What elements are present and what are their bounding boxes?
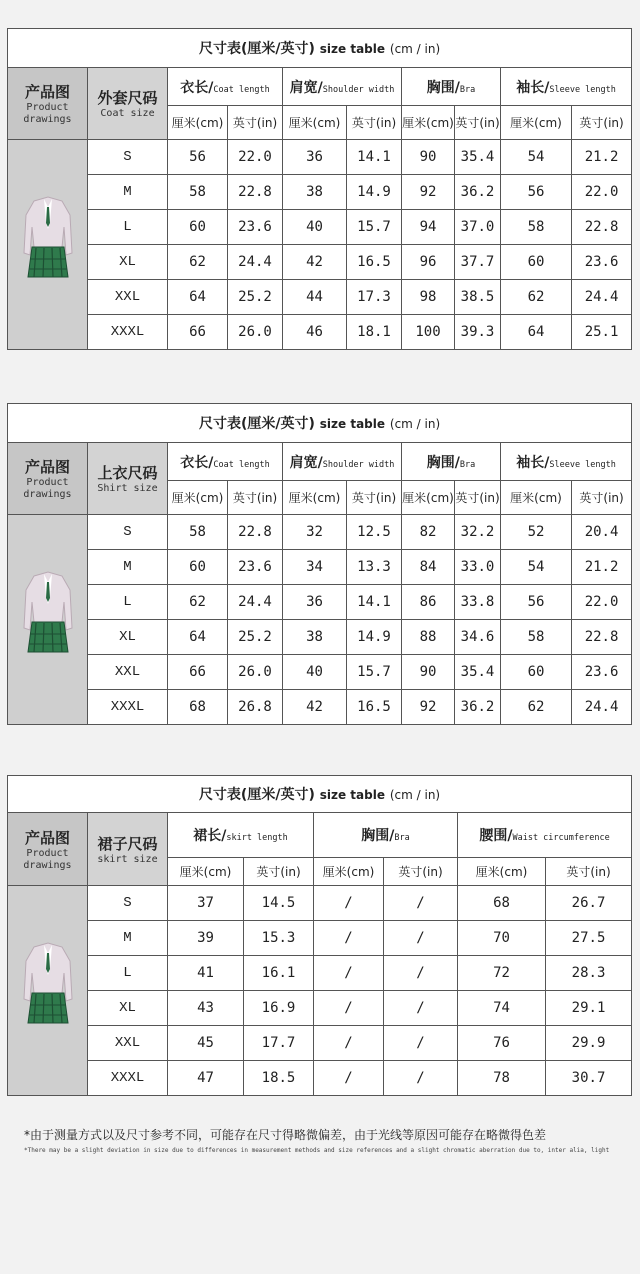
- product-drawings-header: 产品图 Product drawings: [8, 443, 88, 515]
- measure-header-sleeve: 袖长/Sleeve length: [501, 443, 632, 481]
- value-cell: 62: [501, 280, 572, 315]
- value-cell: /: [314, 921, 384, 956]
- product-image: [8, 140, 88, 350]
- value-cell: 36.2: [455, 175, 501, 210]
- value-cell: 13.3: [347, 550, 402, 585]
- value-cell: 90: [402, 140, 455, 175]
- value-cell: 38: [283, 175, 347, 210]
- value-cell: 68: [458, 886, 546, 921]
- value-cell: 33.8: [455, 585, 501, 620]
- value-cell: 56: [168, 140, 228, 175]
- value-cell: 14.1: [347, 140, 402, 175]
- value-cell: 64: [168, 620, 228, 655]
- value-cell: 45: [168, 1026, 244, 1061]
- value-cell: 14.9: [347, 620, 402, 655]
- table-row: [8, 210, 632, 245]
- size-cell: XL: [88, 620, 168, 655]
- value-cell: 14.1: [347, 585, 402, 620]
- disclaimer-en: *There may be a slight deviation in size due to differences in measurement methods and size references and a slight chromatic aberration due to, inter alia, light: [24, 1147, 610, 1154]
- value-cell: 25.2: [228, 280, 283, 315]
- measure-header-shoulder: 肩宽/Shoulder width: [283, 443, 402, 481]
- size-cell: S: [88, 140, 168, 175]
- unit-in: 英寸(in): [347, 481, 402, 515]
- value-cell: 28.3: [546, 956, 632, 991]
- value-cell: 96: [402, 245, 455, 280]
- measure-header-length: 衣长/Coat length: [168, 68, 283, 106]
- value-cell: 35.4: [455, 655, 501, 690]
- value-cell: 17.3: [347, 280, 402, 315]
- value-cell: 78: [458, 1061, 546, 1096]
- value-cell: /: [384, 1026, 458, 1061]
- value-cell: 16.5: [347, 690, 402, 725]
- value-cell: 18.5: [244, 1061, 314, 1096]
- value-cell: 20.4: [572, 515, 632, 550]
- value-cell: 46: [283, 315, 347, 350]
- value-cell: /: [384, 956, 458, 991]
- table-row: [8, 245, 632, 280]
- value-cell: 38: [283, 620, 347, 655]
- unit-in: 英寸(in): [384, 858, 458, 886]
- value-cell: 38.5: [455, 280, 501, 315]
- value-cell: 25.1: [572, 315, 632, 350]
- value-cell: 37.0: [455, 210, 501, 245]
- unit-cm: 厘米(cm): [458, 858, 546, 886]
- table-title: 尺寸表(厘米/英寸) size table (cm / in): [8, 776, 632, 813]
- value-cell: 16.1: [244, 956, 314, 991]
- value-cell: /: [384, 991, 458, 1026]
- unit-in: 英寸(in): [572, 481, 632, 515]
- size-cell: L: [88, 956, 168, 991]
- value-cell: 42: [283, 690, 347, 725]
- value-cell: 100: [402, 315, 455, 350]
- table-row: [8, 886, 632, 921]
- value-cell: 27.5: [546, 921, 632, 956]
- value-cell: 35.4: [455, 140, 501, 175]
- value-cell: 47: [168, 1061, 244, 1096]
- size-cell: S: [88, 886, 168, 921]
- value-cell: 33.0: [455, 550, 501, 585]
- value-cell: 32.2: [455, 515, 501, 550]
- value-cell: 68: [168, 690, 228, 725]
- measure-header-bust: 胸围/Bra: [402, 443, 501, 481]
- value-cell: 22.8: [228, 175, 283, 210]
- value-cell: 62: [168, 585, 228, 620]
- value-cell: 60: [501, 655, 572, 690]
- value-cell: 17.7: [244, 1026, 314, 1061]
- value-cell: 40: [283, 210, 347, 245]
- value-cell: /: [384, 886, 458, 921]
- size-table-skirt: [7, 775, 632, 1096]
- table-row: [8, 175, 632, 210]
- unit-in: 英寸(in): [244, 858, 314, 886]
- product-drawings-header: 产品图 Product drawings: [8, 68, 88, 140]
- value-cell: 23.6: [572, 245, 632, 280]
- value-cell: /: [314, 886, 384, 921]
- value-cell: 36: [283, 140, 347, 175]
- table-row: [8, 655, 632, 690]
- value-cell: 36.2: [455, 690, 501, 725]
- product-image: [8, 515, 88, 725]
- value-cell: 29.1: [546, 991, 632, 1026]
- product-image: [8, 886, 88, 1096]
- value-cell: 86: [402, 585, 455, 620]
- size-table-shirt: [7, 403, 632, 725]
- value-cell: 60: [501, 245, 572, 280]
- uniform-illustration: [18, 193, 78, 293]
- measure-header-bust: 胸围/Bra: [314, 813, 458, 858]
- measure-header-bust: 胸围/Bra: [402, 68, 501, 106]
- size-cell: L: [88, 210, 168, 245]
- value-cell: 32: [283, 515, 347, 550]
- disclaimer-cn: *由于测量方式以及尺寸参考不同，可能存在尺寸得略微偏差，由于光线等原因可能存在略微得色差: [24, 1128, 547, 1142]
- value-cell: 24.4: [228, 585, 283, 620]
- value-cell: 66: [168, 655, 228, 690]
- value-cell: 15.7: [347, 210, 402, 245]
- value-cell: 36: [283, 585, 347, 620]
- value-cell: 34: [283, 550, 347, 585]
- value-cell: 41: [168, 956, 244, 991]
- value-cell: 60: [168, 550, 228, 585]
- unit-in: 英寸(in): [228, 106, 283, 140]
- value-cell: 58: [501, 210, 572, 245]
- value-cell: 92: [402, 690, 455, 725]
- size-cell: XXL: [88, 1026, 168, 1061]
- value-cell: 24.4: [572, 690, 632, 725]
- value-cell: 94: [402, 210, 455, 245]
- value-cell: 56: [501, 585, 572, 620]
- value-cell: 92: [402, 175, 455, 210]
- value-cell: 58: [168, 515, 228, 550]
- product-drawings-header: 产品图 Product drawings: [8, 813, 88, 886]
- value-cell: 22.8: [572, 210, 632, 245]
- value-cell: 18.1: [347, 315, 402, 350]
- value-cell: 62: [168, 245, 228, 280]
- unit-cm: 厘米(cm): [501, 106, 572, 140]
- size-header: 裙子尺码 skirt size: [88, 813, 168, 886]
- table-row: [8, 550, 632, 585]
- value-cell: 39.3: [455, 315, 501, 350]
- size-cell: M: [88, 550, 168, 585]
- value-cell: 88: [402, 620, 455, 655]
- unit-cm: 厘米(cm): [402, 481, 455, 515]
- size-table-coat: [7, 28, 632, 350]
- value-cell: /: [314, 1026, 384, 1061]
- value-cell: 22.8: [572, 620, 632, 655]
- value-cell: 37.7: [455, 245, 501, 280]
- value-cell: /: [314, 1061, 384, 1096]
- unit-cm: 厘米(cm): [168, 106, 228, 140]
- value-cell: 60: [168, 210, 228, 245]
- table-row: [8, 280, 632, 315]
- value-cell: 15.7: [347, 655, 402, 690]
- value-cell: 42: [283, 245, 347, 280]
- value-cell: 21.2: [572, 140, 632, 175]
- size-cell: XXL: [88, 280, 168, 315]
- value-cell: /: [314, 956, 384, 991]
- value-cell: 76: [458, 1026, 546, 1061]
- value-cell: 40: [283, 655, 347, 690]
- value-cell: 24.4: [572, 280, 632, 315]
- value-cell: 26.7: [546, 886, 632, 921]
- value-cell: 15.3: [244, 921, 314, 956]
- unit-cm: 厘米(cm): [283, 106, 347, 140]
- value-cell: 90: [402, 655, 455, 690]
- table-row: [8, 140, 632, 175]
- size-cell: XXXL: [88, 315, 168, 350]
- value-cell: 72: [458, 956, 546, 991]
- unit-in: 英寸(in): [546, 858, 632, 886]
- table-row: [8, 956, 632, 991]
- table-row: [8, 690, 632, 725]
- measure-header-skirt-length: 裙长/skirt length: [168, 813, 314, 858]
- value-cell: 22.0: [572, 175, 632, 210]
- value-cell: 23.6: [228, 210, 283, 245]
- value-cell: 12.5: [347, 515, 402, 550]
- value-cell: 82: [402, 515, 455, 550]
- value-cell: 98: [402, 280, 455, 315]
- unit-cm: 厘米(cm): [402, 106, 455, 140]
- unit-in: 英寸(in): [455, 481, 501, 515]
- table-row: [8, 620, 632, 655]
- measure-header-length: 衣长/Coat length: [168, 443, 283, 481]
- size-cell: XL: [88, 991, 168, 1026]
- value-cell: 25.2: [228, 620, 283, 655]
- value-cell: 56: [501, 175, 572, 210]
- size-cell: M: [88, 175, 168, 210]
- unit-in: 英寸(in): [228, 481, 283, 515]
- value-cell: 22.0: [572, 585, 632, 620]
- size-cell: S: [88, 515, 168, 550]
- measure-header-waist: 腰围/Waist circumference: [458, 813, 632, 858]
- value-cell: 64: [168, 280, 228, 315]
- uniform-illustration: [18, 939, 78, 1039]
- value-cell: 37: [168, 886, 244, 921]
- value-cell: 16.9: [244, 991, 314, 1026]
- value-cell: 30.7: [546, 1061, 632, 1096]
- table-row: [8, 991, 632, 1026]
- table-row: [8, 921, 632, 956]
- size-cell: XXL: [88, 655, 168, 690]
- value-cell: 23.6: [572, 655, 632, 690]
- value-cell: 39: [168, 921, 244, 956]
- value-cell: 22.8: [228, 515, 283, 550]
- value-cell: 22.0: [228, 140, 283, 175]
- value-cell: 70: [458, 921, 546, 956]
- unit-cm: 厘米(cm): [168, 481, 228, 515]
- table-title: 尺寸表(厘米/英寸) size table (cm / in): [8, 404, 632, 443]
- size-cell: XXXL: [88, 1061, 168, 1096]
- value-cell: 14.5: [244, 886, 314, 921]
- value-cell: 66: [168, 315, 228, 350]
- value-cell: 26.8: [228, 690, 283, 725]
- value-cell: 34.6: [455, 620, 501, 655]
- value-cell: 29.9: [546, 1026, 632, 1061]
- measure-header-shoulder: 肩宽/Shoulder width: [283, 68, 402, 106]
- value-cell: 58: [501, 620, 572, 655]
- uniform-illustration: [18, 568, 78, 668]
- size-cell: L: [88, 585, 168, 620]
- table-row: [8, 515, 632, 550]
- value-cell: 62: [501, 690, 572, 725]
- unit-in: 英寸(in): [572, 106, 632, 140]
- size-header: 上衣尺码 Shirt size: [88, 443, 168, 515]
- measure-header-sleeve: 袖长/Sleeve length: [501, 68, 632, 106]
- table-title: 尺寸表(厘米/英寸) size table (cm / in): [8, 29, 632, 68]
- value-cell: 54: [501, 140, 572, 175]
- unit-cm: 厘米(cm): [501, 481, 572, 515]
- value-cell: 21.2: [572, 550, 632, 585]
- unit-cm: 厘米(cm): [283, 481, 347, 515]
- value-cell: 58: [168, 175, 228, 210]
- value-cell: 16.5: [347, 245, 402, 280]
- value-cell: 84: [402, 550, 455, 585]
- value-cell: 43: [168, 991, 244, 1026]
- value-cell: 44: [283, 280, 347, 315]
- value-cell: 64: [501, 315, 572, 350]
- table-row: [8, 315, 632, 350]
- unit-in: 英寸(in): [455, 106, 501, 140]
- value-cell: 74: [458, 991, 546, 1026]
- table-row: [8, 1061, 632, 1096]
- value-cell: 24.4: [228, 245, 283, 280]
- unit-cm: 厘米(cm): [314, 858, 384, 886]
- size-cell: XXXL: [88, 690, 168, 725]
- table-row: [8, 1026, 632, 1061]
- value-cell: /: [384, 921, 458, 956]
- unit-in: 英寸(in): [347, 106, 402, 140]
- value-cell: 26.0: [228, 655, 283, 690]
- value-cell: /: [384, 1061, 458, 1096]
- value-cell: /: [314, 991, 384, 1026]
- value-cell: 54: [501, 550, 572, 585]
- size-cell: XL: [88, 245, 168, 280]
- value-cell: 26.0: [228, 315, 283, 350]
- value-cell: 23.6: [228, 550, 283, 585]
- table-row: [8, 585, 632, 620]
- value-cell: 14.9: [347, 175, 402, 210]
- unit-cm: 厘米(cm): [168, 858, 244, 886]
- size-header: 外套尺码 Coat size: [88, 68, 168, 140]
- size-cell: M: [88, 921, 168, 956]
- value-cell: 52: [501, 515, 572, 550]
